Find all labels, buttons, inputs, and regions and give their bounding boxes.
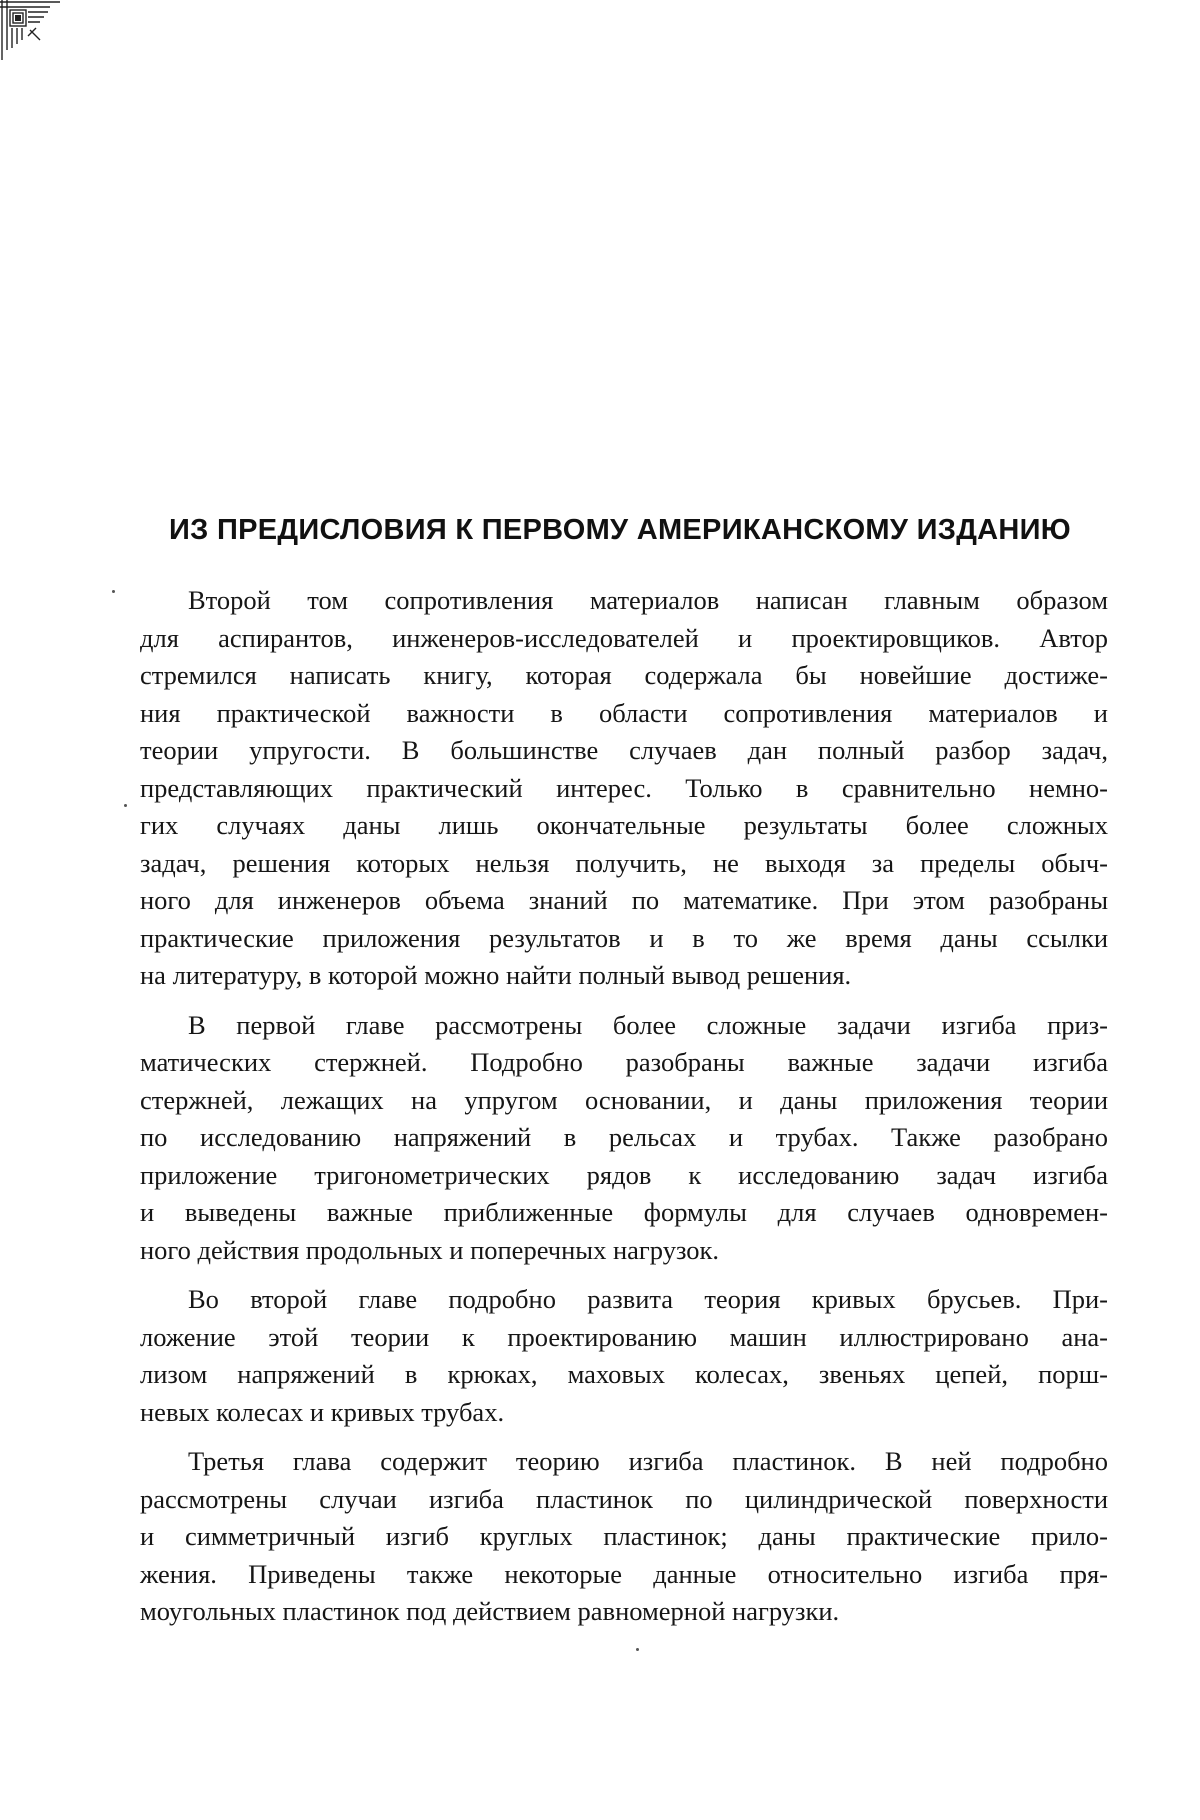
text-line: моугольных пластинок под действием равномерной нагрузки. [140, 1596, 840, 1626]
body-text [140, 582, 1108, 1643]
text-line: жения. Приведены также некоторые данные относительно изгиба пря- [140, 1558, 1108, 1589]
text-line: представляющих практический интерес. Только в сравнительно немно- [140, 772, 1108, 803]
text-line: и симметричный изгиб круглых пластинок; даны практические прило- [140, 1521, 1108, 1551]
page-title: ИЗ ПРЕДИСЛОВИЯ К ПЕРВОМУ АМЕРИКАНСКОМУ ИЗДАНИЮ [168, 514, 1071, 546]
text-line: невых колесах и кривых трубах. [140, 1396, 505, 1427]
text-line: Второй том сопротивления материалов написан главным образом [188, 585, 1108, 615]
paragraph [140, 582, 1108, 995]
text-line: Во второй главе подробно развита теория кривых брусьев. При- [188, 1284, 1108, 1314]
text-line: приложение тригонометрических рядов к исследованию задач изгиба [140, 1159, 1108, 1190]
text-line: теории упругости. В большинстве случаев дан полный разбор задач, [140, 735, 1108, 765]
text-line: стержней, лежащих на упругом основании, и даны приложения теории [140, 1084, 1108, 1115]
corner-ornament-icon [0, 0, 62, 62]
text-line: для аспирантов, инженеров-исследователей и проектировщиков. Автор [140, 622, 1108, 653]
text-line: ного действия продольных и поперечных нагрузок. [140, 1234, 720, 1265]
text-line: лизом напряжений в крюках, маховых колесах, звеньях цепей, порш- [140, 1359, 1108, 1389]
text-line: матических стержней. Подробно разобраны важные задачи изгиба [140, 1047, 1108, 1077]
text-line: задач, решения которых нельзя получить, не выходя за пределы обыч- [140, 847, 1108, 878]
text-line: ния практической важности в области сопротивления материалов и [140, 697, 1108, 728]
text-line: на литературу, в которой можно найти полный вывод решения. [140, 960, 852, 990]
print-speck [124, 804, 127, 807]
text-line: и выведены важные приближенные формулы для случаев одновремен- [140, 1197, 1108, 1227]
text-line: по исследованию напряжений в рельсах и трубах. Также разобрано [140, 1122, 1108, 1152]
paragraph [140, 1281, 1108, 1431]
text-line: Третья глава содержит теорию изгиба пластинок. В ней подробно [188, 1446, 1108, 1476]
text-line: практические приложения результатов и в то же время даны ссылки [140, 922, 1108, 953]
text-line: ложение этой теории к проектированию машин иллюстрировано ана- [140, 1321, 1108, 1352]
text-line: стремился написать книгу, которая содержала бы новейшие достиже- [140, 660, 1108, 690]
text-line: рассмотрены случаи изгиба пластинок по цилиндрической поверхности [140, 1483, 1108, 1514]
text-line: ного для инженеров объема знаний по математике. При этом разобраны [140, 885, 1108, 915]
paragraph [140, 1443, 1108, 1631]
text-line: В первой главе рассмотрены более сложные задачи изгиба приз- [188, 1009, 1108, 1040]
print-speck [636, 1648, 639, 1651]
text-line: гих случаях даны лишь окончательные результаты более сложных [140, 810, 1108, 840]
paragraph [140, 1007, 1108, 1270]
print-speck [112, 590, 115, 593]
